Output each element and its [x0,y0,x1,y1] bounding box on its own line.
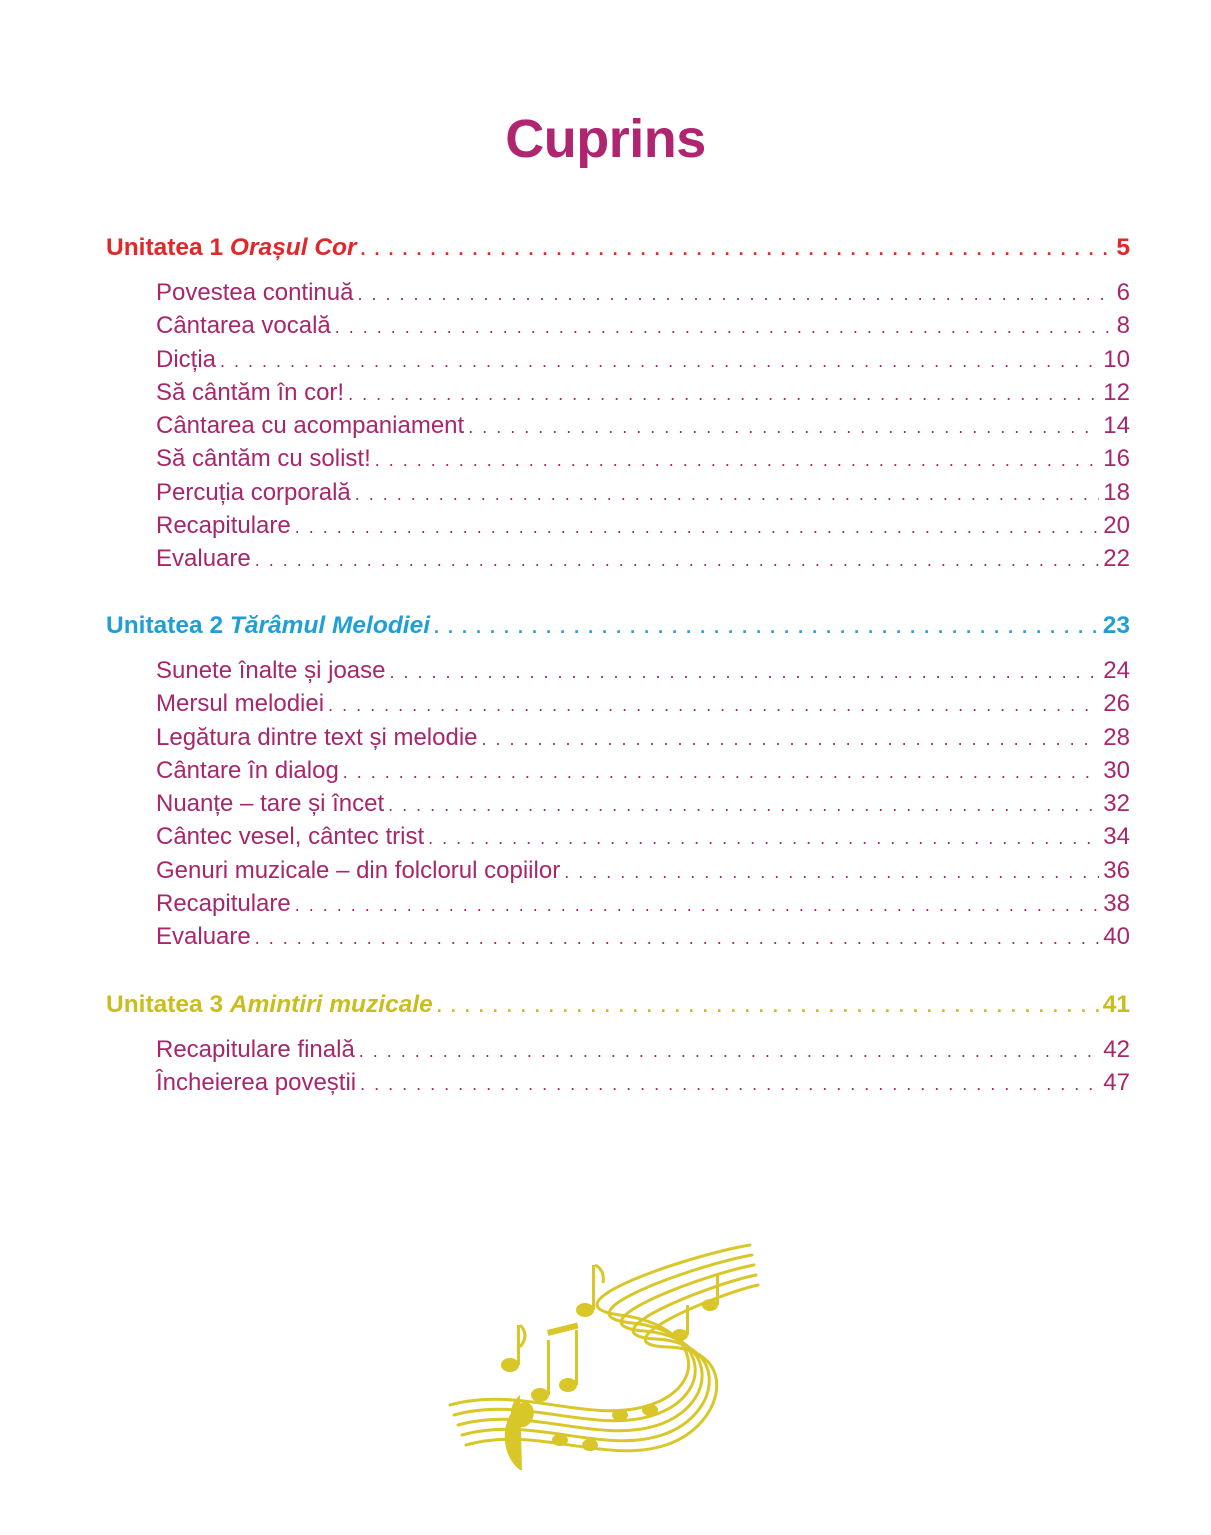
page-number: 26 [1103,690,1130,718]
toc-item-label: Genuri muzicale – din folclorul copiilor [156,856,561,884]
page-title: Cuprins [505,109,706,169]
page-number: 20 [1103,512,1130,540]
page-number: 30 [1103,756,1130,784]
dot-leader [335,311,1113,344]
dot-leader [564,856,1099,889]
page-number: 38 [1103,890,1130,918]
toc-item-label: Mersul melodiei [156,690,325,718]
toc-item[interactable] [106,754,1130,787]
page-number: 8 [1116,312,1130,340]
toc-item[interactable] [106,409,1130,442]
toc-item-label: Sunete înalte și joase [156,657,386,684]
dot-leader [390,656,1100,689]
dot-leader [359,1035,1100,1068]
toc-item-label: Evaluare [156,923,251,951]
page-number: 14 [1103,412,1130,440]
dot-leader [361,229,1113,269]
toc-item[interactable] [106,509,1130,542]
unit-label: Unitatea 1 Orașul Cor [106,234,357,261]
page-number: 47 [1103,1069,1130,1097]
dot-leader [295,889,1100,922]
dot-leader [220,345,1099,378]
page-number: 16 [1103,445,1130,473]
toc-item-label: Cântare în dialog [156,756,339,784]
dot-leader [255,544,1100,577]
dot-leader [357,278,1112,311]
toc-unit-2 [106,606,1130,954]
toc-item-label: Recapitulare finală [156,1036,355,1063]
page-number: 34 [1103,823,1130,851]
toc-item[interactable] [106,887,1130,920]
page-number: 10 [1103,345,1130,373]
dot-leader [343,756,1100,789]
page-number: 18 [1103,478,1130,506]
toc-item[interactable] [106,542,1130,575]
toc-item-label: Evaluare [156,545,251,573]
toc-item-label: Încheierea poveștii [156,1069,357,1097]
dot-leader [428,822,1099,855]
dot-leader [295,511,1100,544]
toc-item-label: Să cântăm cu solist! [156,445,371,473]
toc-item-label: Cântec vesel, cântec trist [156,823,425,851]
toc-item-label: Recapitulare [156,512,291,540]
page-number: 40 [1103,923,1130,951]
toc-item[interactable] [106,820,1130,853]
toc-item[interactable] [106,920,1130,953]
page-number: 32 [1103,790,1130,818]
page-number: 12 [1103,378,1130,406]
toc-item[interactable] [106,376,1130,409]
toc-item-label: Nuanțe – tare și încet [156,790,385,818]
toc-item-label: Legătura dintre text și melodie [156,723,478,751]
dot-leader [348,378,1099,411]
toc-item[interactable] [106,276,1130,309]
toc-unit-3 [106,985,1130,1100]
toc-item-label: Să cântăm în cor! [156,378,345,406]
toc-item-label: Cântarea vocală [156,312,331,340]
page-number: 5 [1116,234,1130,261]
dot-leader [360,1068,1099,1101]
page-number: 22 [1103,545,1130,573]
toc-item-label: Recapitulare [156,890,291,918]
page-number: 6 [1116,279,1130,306]
unit-heading[interactable] [106,228,1130,268]
toc-item[interactable] [106,654,1130,687]
dot-leader [355,478,1100,511]
dot-leader [468,411,1099,444]
toc-item[interactable] [106,687,1130,720]
page-number: 28 [1103,723,1130,751]
toc-item[interactable] [106,1066,1130,1099]
page-number: 36 [1103,856,1130,884]
toc-item[interactable] [106,721,1130,754]
toc-item[interactable] [106,1033,1130,1066]
toc-item[interactable] [106,309,1130,342]
unit-label: Unitatea 3 Amintiri muzicale [106,991,433,1018]
dot-leader [388,789,1099,822]
dot-leader [375,444,1100,477]
unit-heading[interactable] [106,985,1130,1025]
toc-item-label: Povestea continuă [156,279,354,306]
toc-unit-1 [106,228,1130,576]
toc-item-label: Dicția [156,345,217,373]
toc-item-label: Cântarea cu acompaniament [156,412,465,440]
toc-item[interactable] [106,854,1130,887]
unit-heading[interactable] [106,606,1130,646]
toc-item[interactable] [106,476,1130,509]
music-notes-staff-icon [440,1235,760,1475]
dot-leader [482,723,1100,756]
dot-leader [437,986,1099,1026]
page-number: 42 [1103,1036,1130,1063]
page-number: 24 [1103,657,1130,684]
toc-item[interactable] [106,442,1130,475]
dot-leader [434,607,1099,647]
unit-label: Unitatea 2 Tărâmul Melodiei [106,612,431,639]
page-number: 41 [1102,991,1130,1018]
dot-leader [328,689,1099,722]
toc-item[interactable] [106,343,1130,376]
toc-item[interactable] [106,787,1130,820]
toc-item-label: Percuția corporală [156,478,351,506]
dot-leader [255,922,1100,955]
page-number: 23 [1102,612,1130,639]
